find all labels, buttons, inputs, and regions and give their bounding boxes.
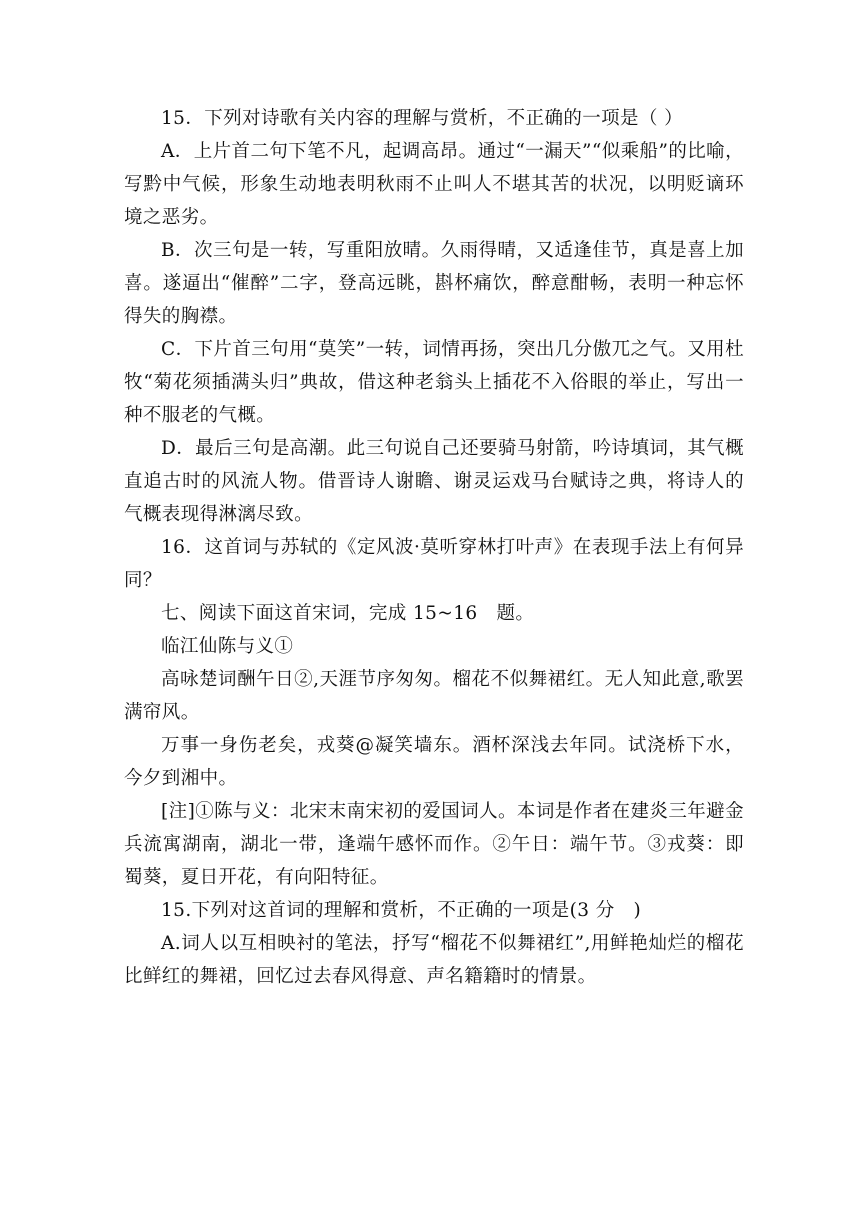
question-15-stem: 15．下列对诗歌有关内容的理解与赏析，不正确的一项是（ ） <box>161 108 684 129</box>
poem-notes: [注]①陈与义：北宋末南宋初的爱国词人。本词是作者在建炎三年避金兵流寓湖南，湖北一带，逢端午感怀而作。②午日：端午节。③戎葵：即蜀葵，夏日开花，有向阳特征。 <box>124 801 744 888</box>
option-d: D．最后三句是高潮。此三句说自己还要骑马射箭，吟诗填词，其气概直追古时的风流人物。借晋诗人谢瞻、谢灵运戏马台赋诗之典，将诗人的气概表现得淋漓尽致。 <box>124 438 744 525</box>
poem-stanza-1: 高咏楚词酬午日②,天涯节序匆匆。榴花不似舞裙红。无人知此意,歌罢满帘风。 <box>124 669 744 723</box>
option-c: C．下片首三句用“莫笑”一转，词情再扬，突出几分傲兀之气。又用杜牧“菊花须插满头归”典故，借这种老翁头上插花不入俗眼的举止，写出一种不服老的气概。 <box>124 339 744 426</box>
poem-stanza-2: 万事一身伤老矣，戎葵@凝笑墙东。酒杯深浅去年同。试浇桥下水，今夕到湘中。 <box>124 735 744 789</box>
option-b: B．次三句是一转，写重阳放晴。久雨得晴，又适逢佳节，真是喜上加喜。遂逼出“催醉”二字，登高远眺，斟杯痛饮，醉意酣畅，表明一种忘怀得失的胸襟。 <box>124 240 744 327</box>
document-body <box>124 102 744 993</box>
question-15b-stem: 15.下列对这首词的理解和赏析，不正确的一项是(3 分 ) <box>161 900 642 921</box>
section-7-heading: 七、阅读下面这首宋词，完成 15~16 题。 <box>161 603 535 624</box>
poem-title: 临江仙陈与义① <box>161 636 294 657</box>
option-a-2: A.词人以互相映衬的笔法，抒写“榴花不似舞裙红”,用鲜艳灿烂的榴花比鲜红的舞裙，回忆过去春风得意、声名籍籍时的情景。 <box>124 933 744 987</box>
option-a: A．上片首二句下笔不凡，起调高昂。通过“一漏天”“似乘船”的比喻，写黔中气候，形象生动地表明秋雨不止叫人不堪其苦的状况，以明贬谪环境之恶劣。 <box>124 141 744 228</box>
question-16-stem: 16．这首词与苏轼的《定风波·莫听穿林打叶声》在表现手法上有何异同？ <box>124 537 744 591</box>
